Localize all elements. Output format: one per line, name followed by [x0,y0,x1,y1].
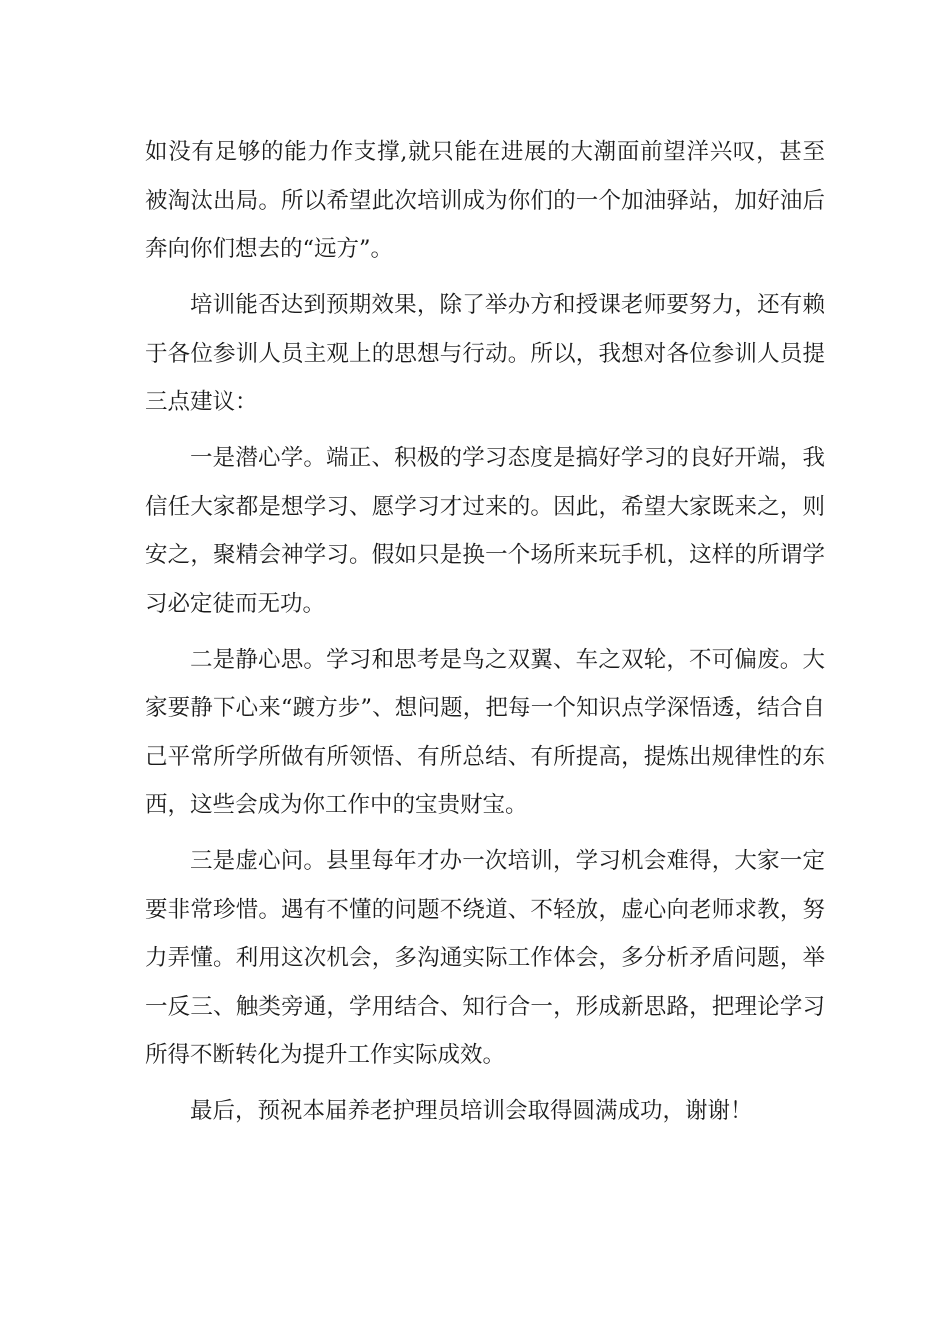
document-body [145,128,825,1143]
paragraph-continuation: 如没有足够的能力作支撑,就只能在进展的大潮面前望洋兴叹，甚至被淘汰出局。所以希望此次培训成为你们的一个加油驿站，加好油后奔向你们想去的“远方”。 [145,139,825,262]
paragraph-training-effect: 培训能否达到预期效果，除了举办方和授课老师要努力，还有赖于各位参训人员主观上的思想与行动。所以，我想对各位参训人员提三点建议： [145,292,825,415]
paragraph-closing: 最后，预祝本届养老护理员培训会取得圆满成功，谢谢！ [190,1098,753,1124]
paragraph-suggestion-two: 二是静心思。学习和思考是鸟之双翼、车之双轮，不可偏废。大家要静下心来“踱方步”、想问题，把每一个知识点学深悟透，结合自己平常所学所做有所领悟、有所总结、有所提高，提炼出规律性的东西，这些会成为你工作中的宝贵财宝。 [145,646,825,818]
paragraph-suggestion-three: 三是虚心问。县里每年才办一次培训，学习机会难得，大家一定要非常珍惜。遇有不懂的问题不绕道、不轻放，虚心向老师求教，努力弄懂。利用这次机会，多沟通实际工作体会，多分析矛盾问题，举一反三、触类旁通，学用结合、知行合一，形成新思路，把理论学习所得不断转化为提升工作实际成效。 [145,848,825,1068]
paragraph-suggestion-one: 一是潜心学。端正、积极的学习态度是搞好学习的良好开端，我信任大家都是想学习、愿学习才过来的。因此，希望大家既来之，则安之，聚精会神学习。假如只是换一个场所来玩手机，这样的所谓学习必定徒而无功。 [145,445,825,617]
